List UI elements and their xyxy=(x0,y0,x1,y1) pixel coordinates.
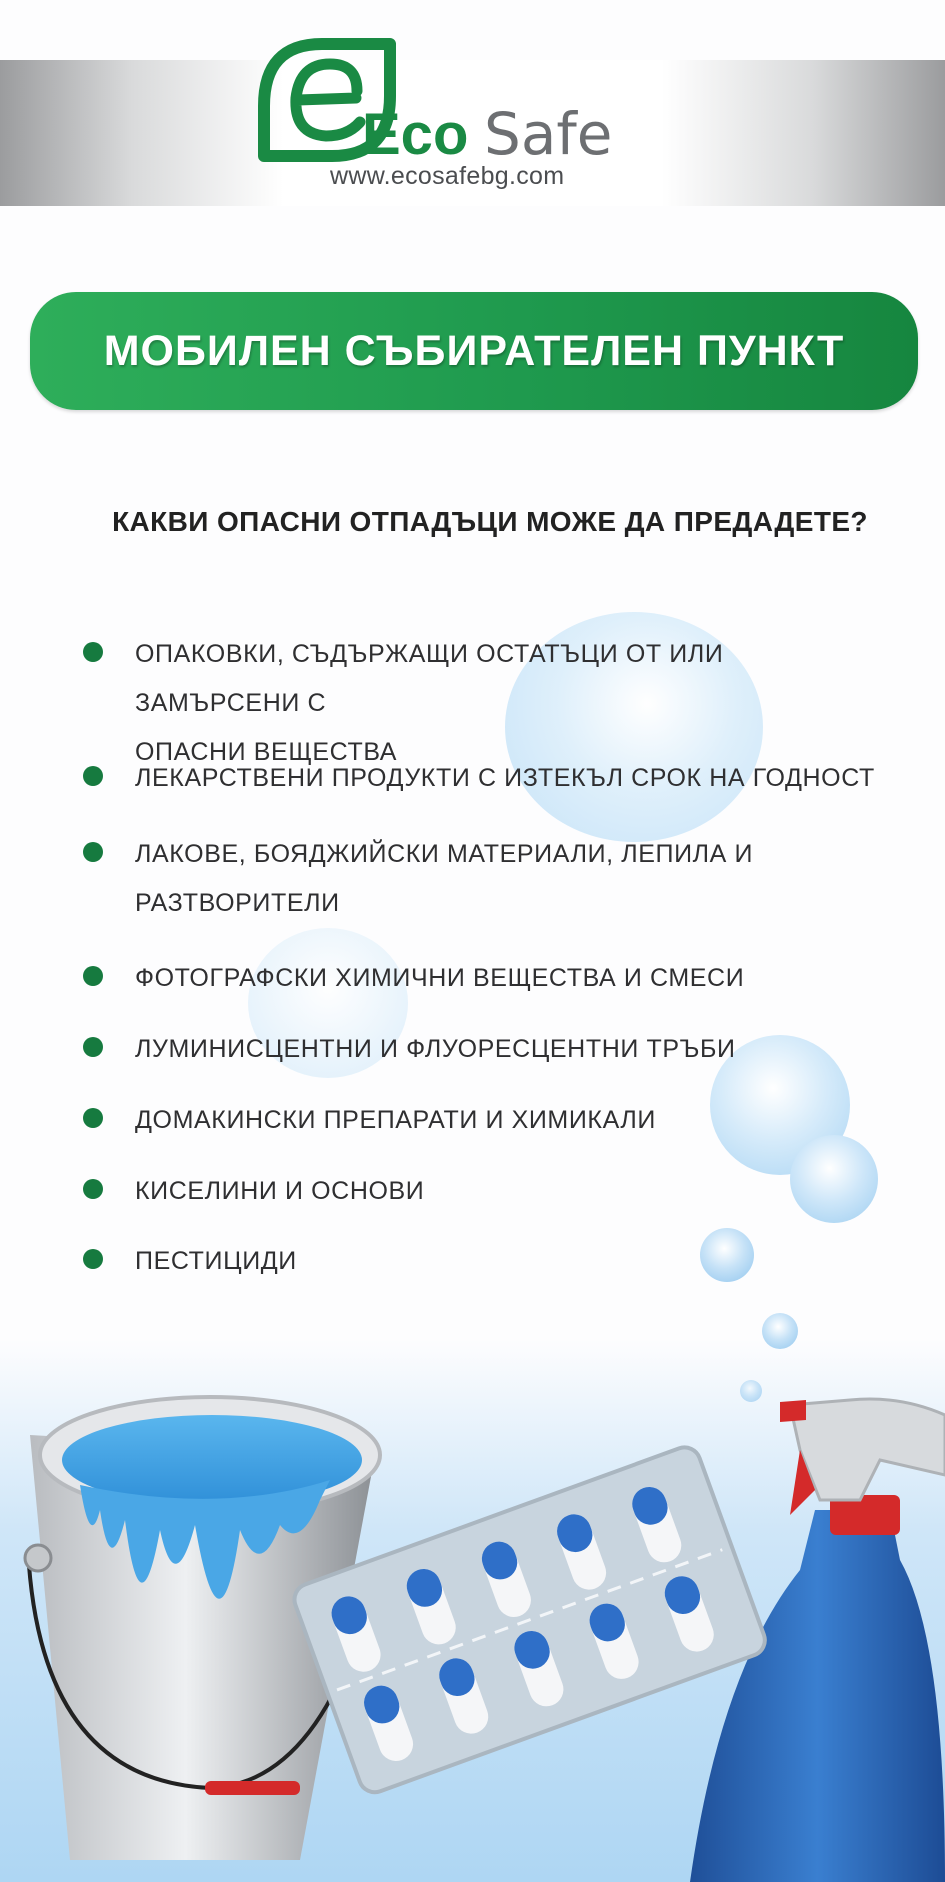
bullet-icon xyxy=(83,1179,103,1199)
list-item-line: ЛЕКАРСТВЕНИ ПРОДУКТИ С ИЗТЕКЪЛ СРОК НА ГОДНОСТ xyxy=(135,764,875,792)
leaf-e-icon xyxy=(296,64,360,136)
list-item-line: ФОТОГРАФСКИ ХИМИЧНИ ВЕЩЕСТВА И СМЕСИ xyxy=(135,964,745,992)
list-item-line: ДОМАКИНСКИ ПРЕПАРАТИ И ХИМИКАЛИ xyxy=(135,1106,656,1134)
bullet-icon xyxy=(83,1037,103,1057)
title-banner xyxy=(30,292,918,410)
bullet-icon xyxy=(83,842,103,862)
bullet-icon xyxy=(83,966,103,986)
bullet-icon xyxy=(83,642,103,662)
list-item-text xyxy=(135,1167,895,1216)
list-item-text xyxy=(135,1025,895,1074)
list-item-line: РАЗТВОРИТЕЛИ xyxy=(135,889,340,917)
bullet-icon xyxy=(83,1108,103,1128)
list-item-line: ОПАСНИ ВЕЩЕСТВА xyxy=(135,738,398,766)
list-item-text xyxy=(135,830,895,928)
list-item-text xyxy=(135,754,895,803)
question-heading: КАКВИ ОПАСНИ ОТПАДЪЦИ МОЖЕ ДА ПРЕДАДЕТЕ? xyxy=(112,506,868,537)
list-item-line: ЛУМИНИСЦЕНТНИ И ФЛУОРЕСЦЕНТНИ ТРЪБИ xyxy=(135,1035,736,1063)
list-item-text xyxy=(135,1096,895,1145)
list-item-text xyxy=(135,954,895,1003)
list-item-line: КИСЕЛИНИ И ОСНОВИ xyxy=(135,1177,425,1205)
banner-title: МОБИЛЕН СЪБИРАТЕЛЕН ПУНКТ xyxy=(103,326,845,375)
brand-name-eco: Eco xyxy=(362,102,469,167)
website-url: www.ecosafebg.com xyxy=(330,162,565,190)
list-item-text xyxy=(135,1237,895,1286)
list-item-line: ПЕСТИЦИДИ xyxy=(135,1247,297,1275)
list-item-line: ОПАКОВКИ, СЪДЪРЖАЩИ ОСТАТЪЦИ ОТ ИЛИ ЗАМЪРСЕНИ С xyxy=(135,640,724,717)
bullet-icon xyxy=(83,1249,103,1269)
list-item-line: ЛАКОВЕ, БОЯДЖИЙСКИ МАТЕРИАЛИ, ЛЕПИЛА И xyxy=(135,840,754,868)
illustration-art xyxy=(0,1340,945,1882)
bullet-icon xyxy=(83,766,103,786)
brand-name-safe: Safe xyxy=(484,100,613,168)
